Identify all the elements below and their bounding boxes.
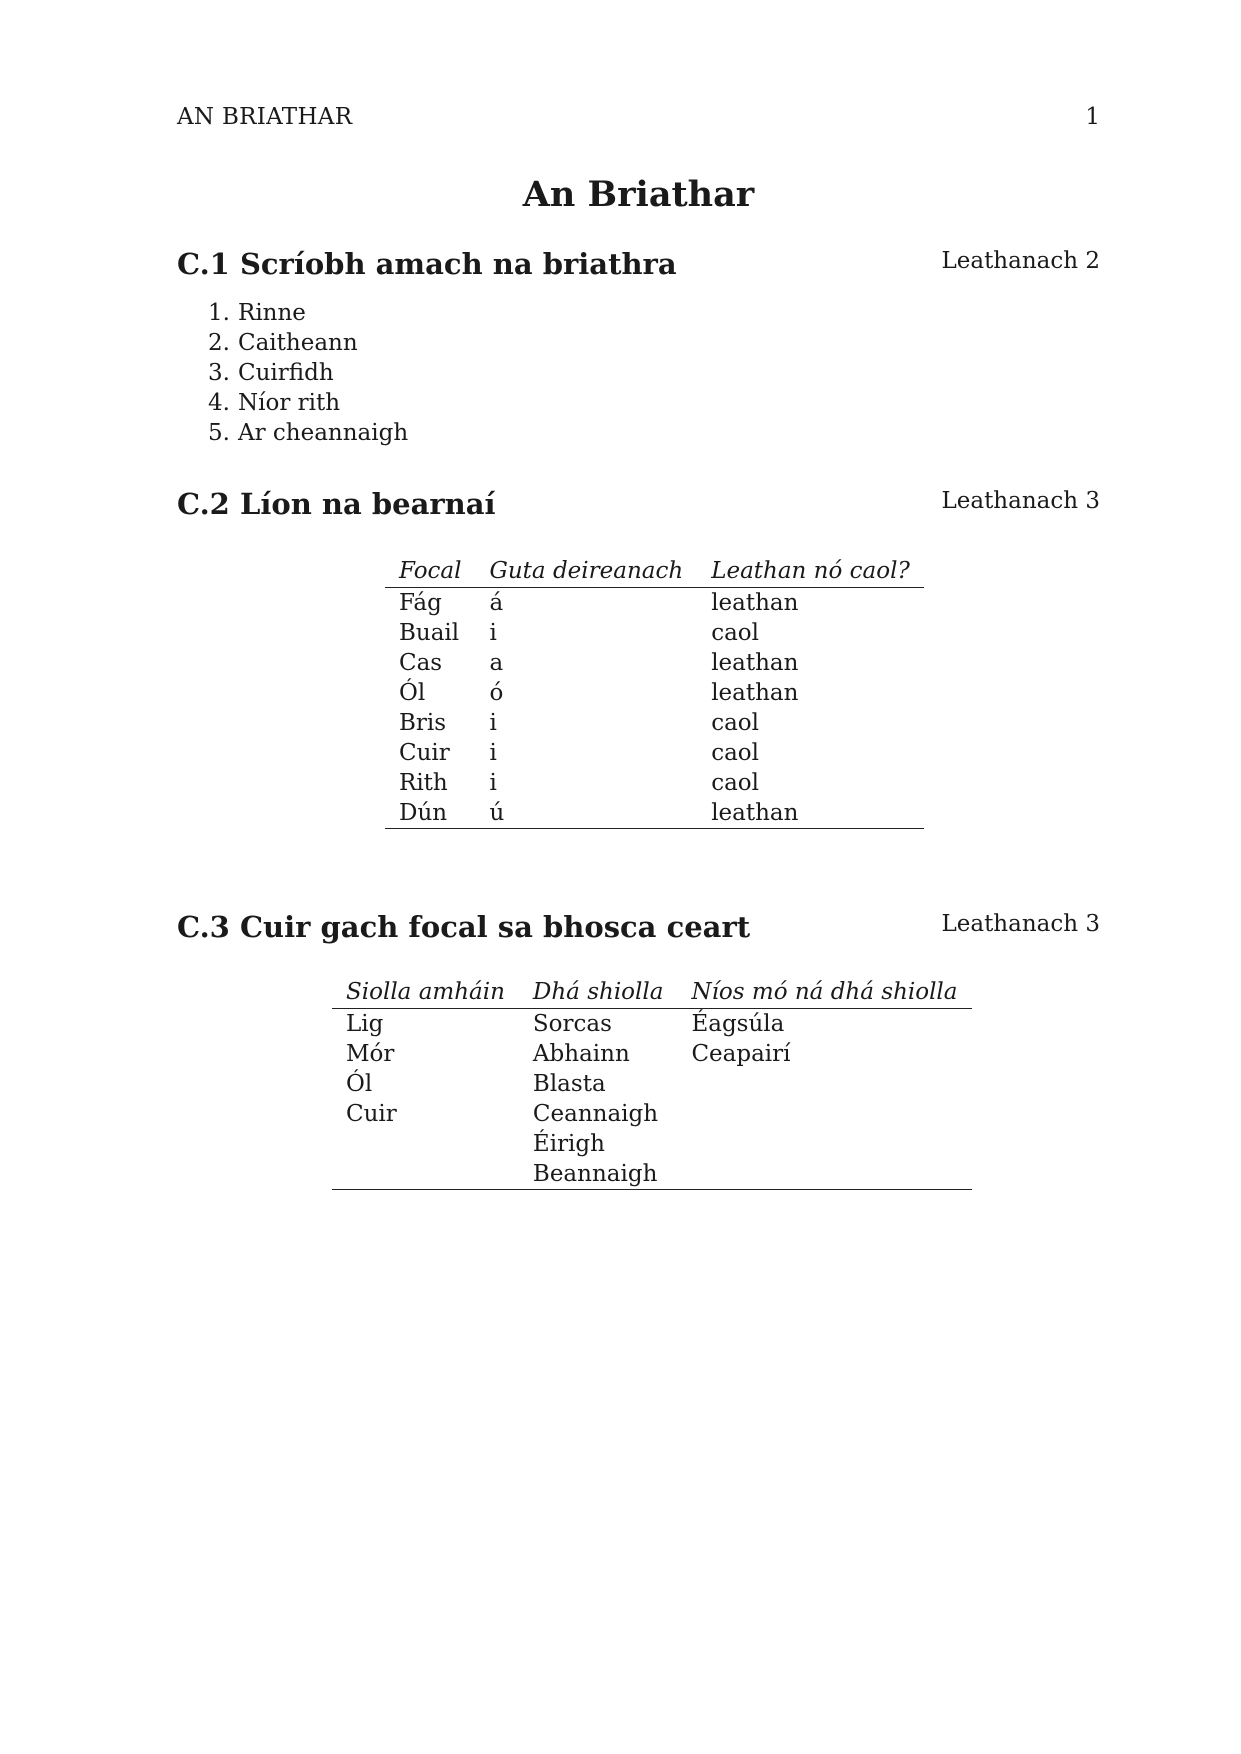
table-cell: i: [489, 740, 497, 766]
table-cell: Ól: [346, 1071, 373, 1097]
column-header: Focal: [385, 555, 476, 588]
table-header-row: [385, 555, 924, 588]
table-cell: [677, 1069, 971, 1099]
page-number: 1: [1085, 104, 1100, 130]
table-cell: leathan: [697, 798, 924, 829]
table-cell: Ól: [399, 680, 426, 706]
list-item-text: Cuirfidh: [238, 360, 334, 386]
table-cell: Mór: [346, 1041, 395, 1067]
column-header: Dhá shiolla: [519, 976, 678, 1009]
table-row: [385, 678, 924, 708]
table-cell: [677, 1129, 971, 1159]
table-cell: leathan: [711, 590, 799, 616]
list-item-number: 1.: [208, 300, 230, 326]
table-cell: Sorcas: [532, 1011, 612, 1037]
table-cell: Éirigh: [532, 1131, 605, 1157]
column-header: Guta deireanach: [476, 555, 698, 588]
section-heading-c2: C.2 Líon na bearnaí: [177, 487, 496, 521]
table-cell: Ceannaigh: [532, 1101, 659, 1127]
table-cell: caol: [711, 770, 759, 796]
table-cell: Fág: [399, 590, 442, 616]
table-cell: Ceapairí: [691, 1041, 791, 1067]
table-cell: á: [489, 590, 504, 616]
list-item: [177, 298, 408, 328]
section-page-ref-c2: Leathanach 3: [941, 488, 1100, 514]
table-cell: i: [489, 770, 497, 796]
table-cell: Cuir: [399, 740, 450, 766]
verb-list: [177, 298, 408, 448]
syllable-table: [332, 976, 972, 1190]
table-row: [332, 1159, 972, 1190]
table-cell: Buail: [399, 620, 460, 646]
section-page-ref-c3: Leathanach 3: [941, 911, 1100, 937]
table-cell: leathan: [711, 650, 799, 676]
list-item: [177, 388, 408, 418]
table-cell: ú: [476, 798, 698, 829]
table-cell: Dún: [385, 798, 476, 829]
table-header-row: [332, 976, 972, 1009]
table-cell: Cuir: [346, 1101, 397, 1127]
table-row: [385, 588, 924, 619]
table-cell: Beannaigh: [519, 1159, 678, 1190]
table-cell: [677, 1159, 971, 1190]
list-item-number: 2.: [208, 330, 230, 356]
list-item-text: Níor rith: [238, 390, 341, 416]
table-cell: leathan: [711, 680, 799, 706]
list-item-text: Rinne: [238, 300, 306, 326]
running-head: AN BRIATHAR: [177, 104, 353, 130]
table-row: [332, 1009, 972, 1040]
vowel-table: [385, 555, 924, 829]
list-item-text: Caitheann: [238, 330, 358, 356]
table-cell: i: [489, 620, 497, 646]
list-item-number: 5.: [208, 420, 230, 446]
table-cell: [677, 1099, 971, 1129]
table-row: [385, 798, 924, 829]
column-header: Leathan nó caol?: [697, 555, 924, 588]
table-row: [332, 1129, 972, 1159]
table-row: [385, 708, 924, 738]
list-item: [177, 418, 408, 448]
table-cell: i: [489, 710, 497, 736]
table-cell: [332, 1129, 519, 1159]
table-cell: [332, 1159, 519, 1190]
table-cell: Éagsúla: [691, 1011, 785, 1037]
list-item-number: 4.: [208, 390, 230, 416]
table-cell: Abhainn: [532, 1041, 630, 1067]
table-row: [332, 1039, 972, 1069]
list-item: [177, 358, 408, 388]
document-title: An Briathar: [522, 174, 755, 215]
table-cell: caol: [711, 620, 759, 646]
list-item: [177, 328, 408, 358]
table-cell: caol: [711, 740, 759, 766]
column-header: Siolla amháin: [332, 976, 519, 1009]
table-cell: Bris: [399, 710, 447, 736]
table-row: [385, 738, 924, 768]
column-header: Níos mó ná dhá shiolla: [677, 976, 971, 1009]
list-item-text: Ar cheannaigh: [238, 420, 409, 446]
table-cell: Cas: [399, 650, 443, 676]
section-heading-c1: C.1 Scríobh amach na briathra: [177, 247, 677, 281]
table-row: [385, 618, 924, 648]
table-cell: a: [489, 650, 504, 676]
table-cell: caol: [711, 710, 759, 736]
table-cell: Blasta: [532, 1071, 606, 1097]
table-cell: Rith: [399, 770, 448, 796]
table-row: [385, 768, 924, 798]
table-row: [385, 648, 924, 678]
table-row: [332, 1069, 972, 1099]
section-page-ref-c1: Leathanach 2: [941, 248, 1100, 274]
table-cell: ó: [489, 680, 504, 706]
section-heading-c3: C.3 Cuir gach focal sa bhosca ceart: [177, 910, 751, 944]
table-cell: Lig: [346, 1011, 384, 1037]
list-item-number: 3.: [208, 360, 230, 386]
table-row: [332, 1099, 972, 1129]
